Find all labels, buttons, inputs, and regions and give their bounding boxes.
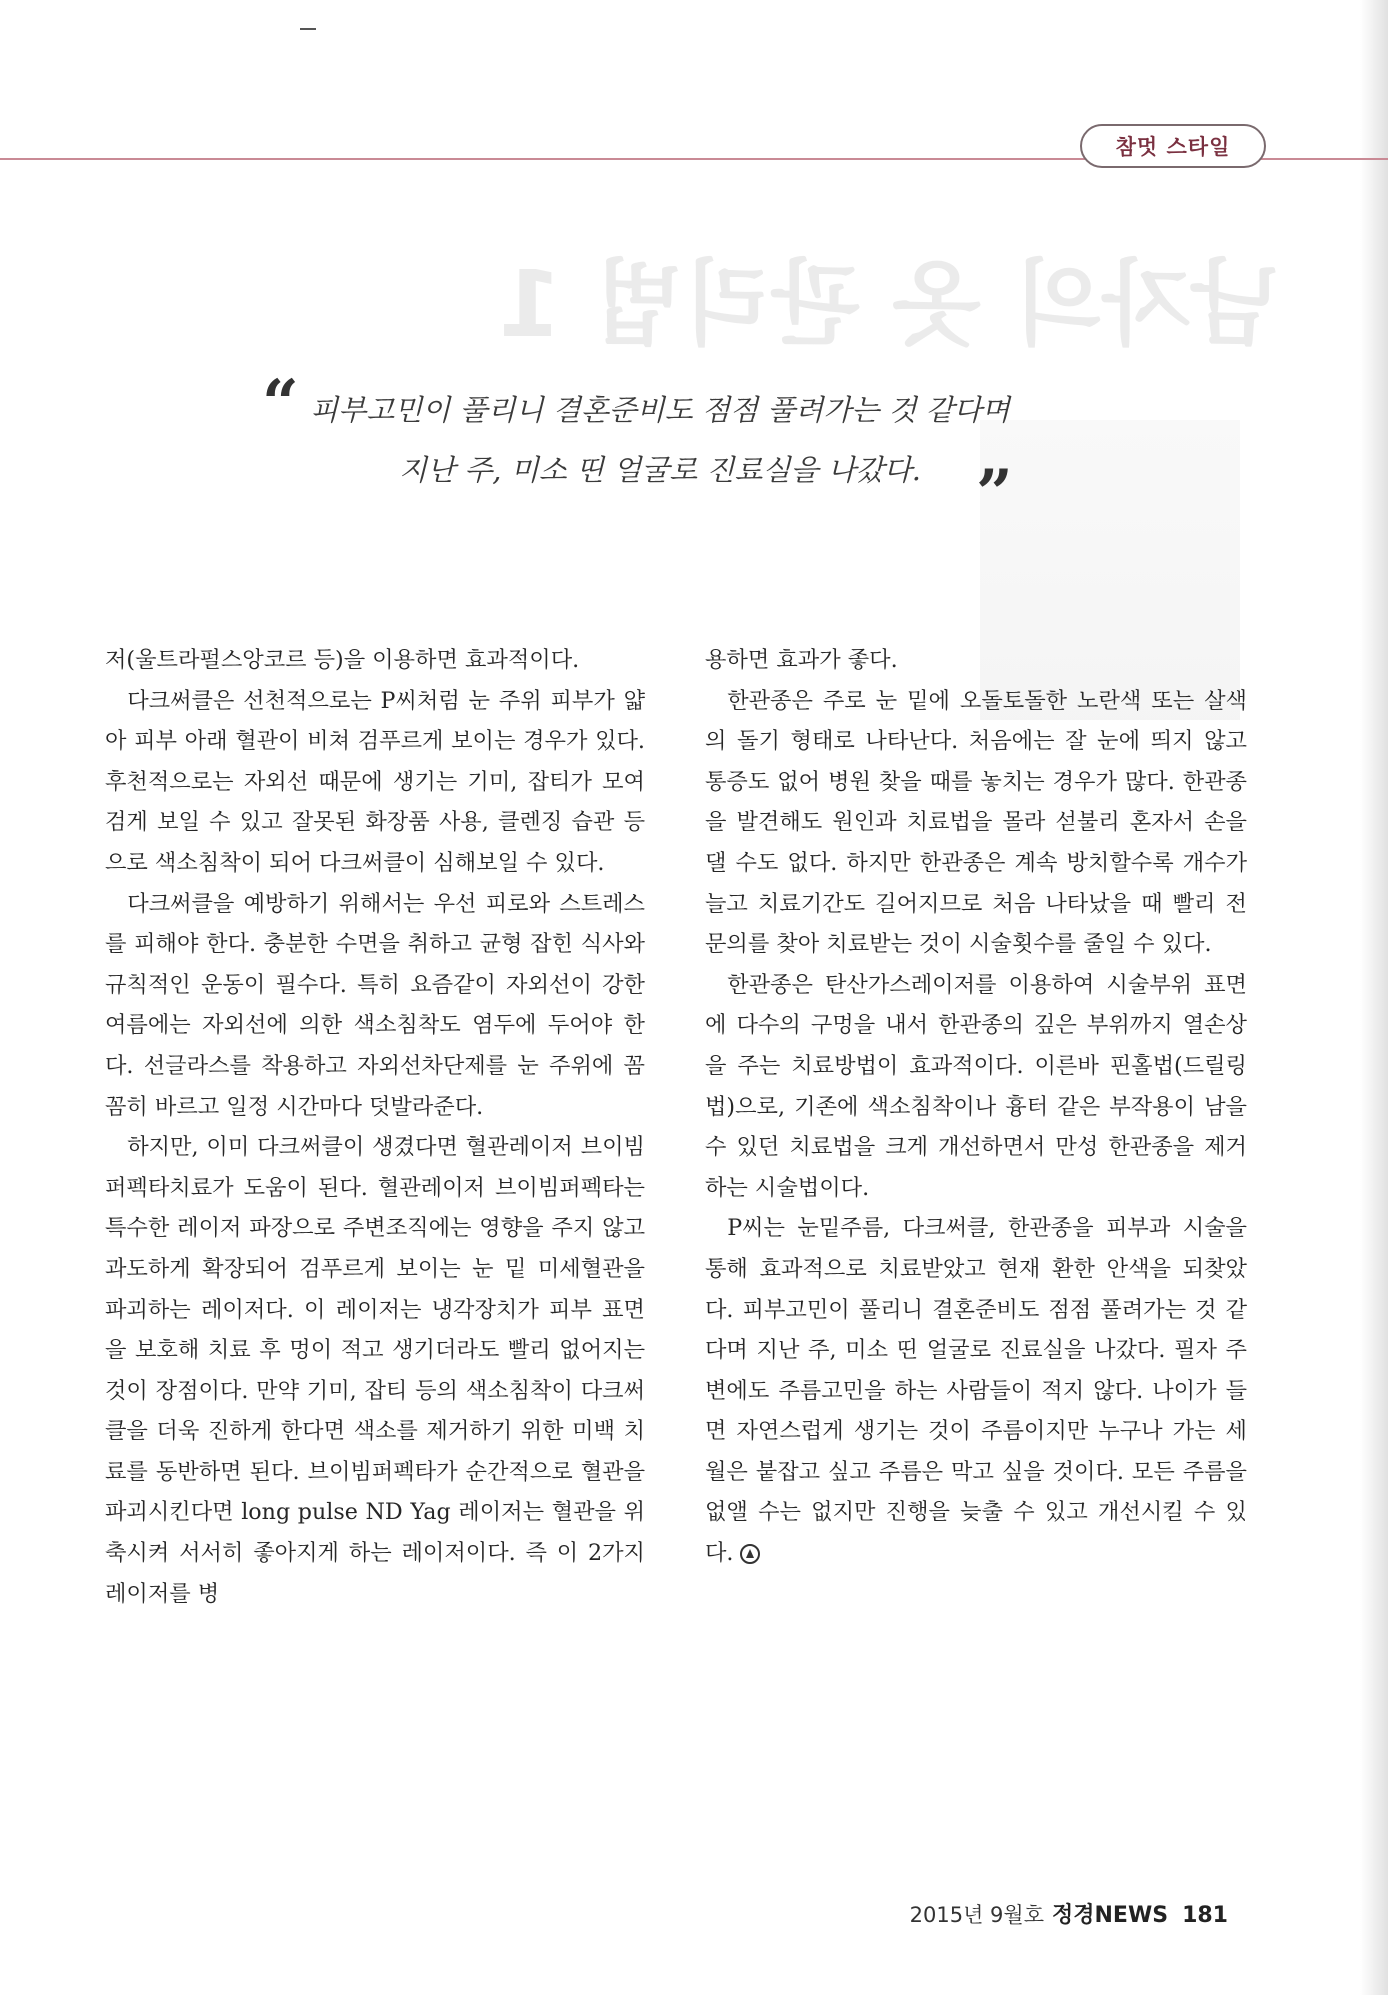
pull-quote-line-1: 피부고민이 풀리니 결혼준비도 점점 풀려가는 것 같다며 bbox=[310, 393, 1010, 427]
bleed-through-title: 남자의 옷 관리법 1 bbox=[497, 251, 1280, 358]
page-number: 181 bbox=[1182, 1903, 1228, 1928]
footer-issue: 2015년 9월호 bbox=[909, 1903, 1044, 1927]
section-label: 참멋 스타일 bbox=[1080, 124, 1266, 168]
page-footer bbox=[910, 1898, 1228, 1929]
left-paragraph-1: 저(울트라펄스앙코르 등)을 이용하면 효과적이다. bbox=[105, 647, 580, 673]
top-tick-mark bbox=[300, 28, 316, 30]
open-quote-icon: “ bbox=[262, 366, 299, 441]
left-paragraph-3: 다크써클을 예방하기 위해서는 우선 피로와 스트레스를 피해야 한다. 충분한 수면을 취하고 균형 잡힌 식사와 규칙적인 운동이 필수다. 특히 요즘같이 자외선이 강한 여름에는 자외선에 의한 색소침착도 염두에 두어야 한다. 선글라스를 착용하고 자외선차단제를 눈 주위에 꼼꼼히 바르고 일정 시간마다 덧발라준다. bbox=[105, 890, 645, 1120]
right-paragraph-3: 한관종은 탄산가스레이저를 이용하여 시술부위 표면에 다수의 구멍을 내서 한관종의 깊은 부위까지 열손상을 주는 치료방법이 효과적이다. 이른바 핀홀법(드릴링법)으로, 기존에 색소침착이나 흉터 같은 부작용이 남을 수 있던 치료법을 크게 개선하면서 만성 한관종을 제거하는 시술법이다. bbox=[705, 971, 1247, 1201]
right-paragraph-4-text: P씨는 눈밑주름, 다크써클, 한관종을 피부과 시술을 통해 효과적으로 치료받았고 현재 환한 안색을 되찾았다. 피부고민이 풀리니 결혼준비도 점점 풀려가는 것 같다며 지난 주, 미소 띤 얼굴로 진료실을 나갔다. 필자 주변에도 주름고민을 하는 사람들이 적지 않다. 나이가 들면 자연스럽게 생기는 것이 주름이지만 누구나 가는 세월은 붙잡고 싶고 주름은 막고 싶을 것이다. 모든 주름을 없앨 수는 없지만 진행을 늦출 수 있고 개선시킬 수 있다. bbox=[705, 1215, 1247, 1567]
right-column bbox=[705, 640, 1247, 1574]
right-paragraph-2: 한관종은 주로 눈 밑에 오돌토돌한 노란색 또는 살색의 돌기 형태로 나타난다. 처음에는 잘 눈에 띄지 않고 통증도 없어 병원 찾을 때를 놓치는 경우가 많다. 한관종을 발견해도 원인과 치료법을 몰라 섣불리 혼자서 손을 댈 수도 없다. 하지만 한관종은 계속 방치할수록 개수가 늘고 치료기간도 길어지므로 처음 나타났을 때 빨리 전문의를 찾아 치료받는 것이 시술횟수를 줄일 수 있다. bbox=[705, 687, 1247, 958]
pull-quote-line-2: 지난 주, 미소 띤 얼굴로 진료실을 나갔다. bbox=[399, 453, 921, 487]
right-paragraph-4 bbox=[705, 1208, 1247, 1573]
left-column bbox=[105, 640, 645, 1614]
left-paragraph-4: 하지만, 이미 다크써클이 생겼다면 혈관레이저 브이빔퍼펙타치료가 도움이 된다. 혈관레이저 브이빔퍼펙타는 특수한 레이저 파장으로 주변조직에는 영향을 주지 않고 과도하게 확장되어 검푸르게 보이는 눈 밑 미세혈관을 파괴하는 레이저다. 이 레이저는 냉각장치가 피부 표면을 보호해 치료 후 멍이 적고 생기더라도 빨리 없어지는 것이 장점이다. 만약 기미, 잡티 등의 색소침착이 다크써클을 더욱 진하게 한다면 색소를 제거하기 위한 미백 치료를 동반하면 된다. 브이빔퍼펙타가 순간적으로 혈관을 파괴시킨다면 long pulse ND Yag 레이저는 혈관을 위축시켜 서서히 좋아지게 하는 레이저이다. 즉 이 2가지 레이저를 병 bbox=[105, 1134, 645, 1607]
left-paragraph-2: 다크써클은 선천적으로는 P씨처럼 눈 주위 피부가 얇아 피부 아래 혈관이 비쳐 검푸르게 보이는 경우가 있다. 후천적으로는 자외선 때문에 생기는 기미, 잡티가 모여 검게 보일 수 있고 잘못된 화장품 사용, 클렌징 습관 등으로 색소침착이 되어 다크써클이 심해보일 수 있다. bbox=[105, 687, 645, 876]
right-paragraph-1: 용하면 효과가 좋다. bbox=[705, 647, 898, 673]
close-quote-icon: ” bbox=[976, 456, 1013, 531]
article-end-icon bbox=[740, 1544, 760, 1564]
footer-brand: 정경NEWS bbox=[1052, 1903, 1169, 1928]
pull-quote bbox=[250, 380, 1070, 500]
